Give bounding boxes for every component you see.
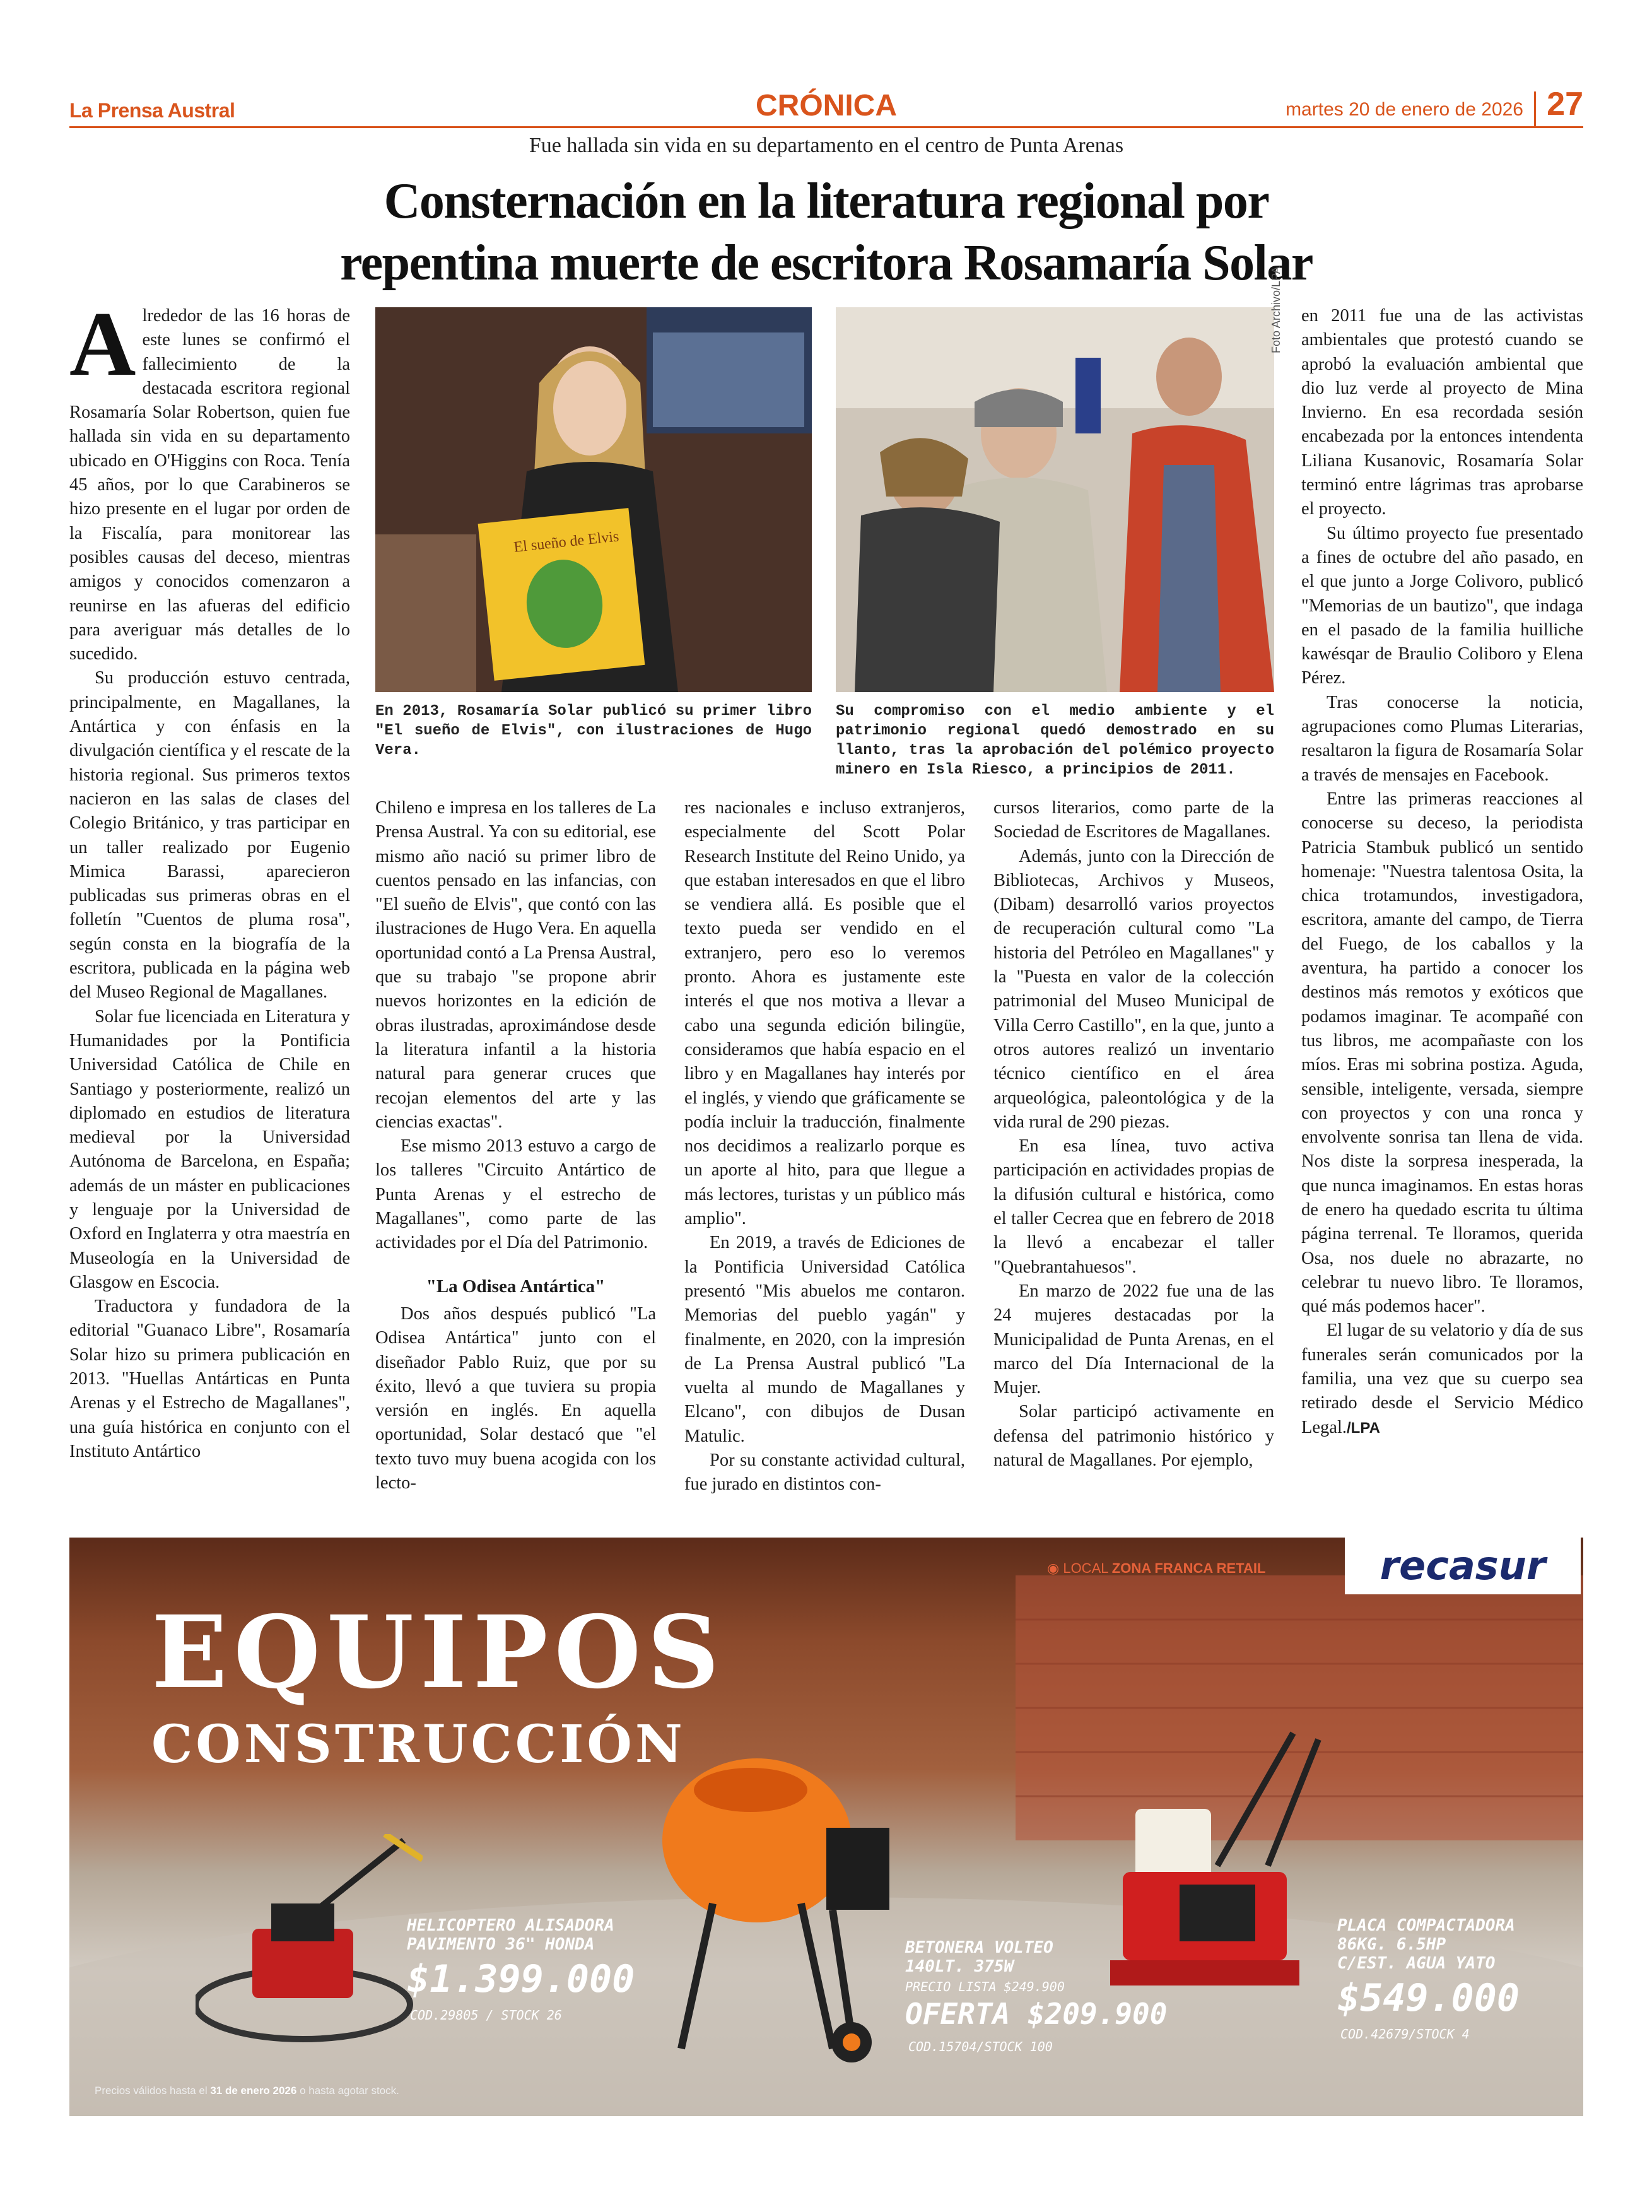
paragraph: Traductora y fundadora de la editorial "Guanaco Libre", Rosamaría Solar hizo su primera publicación en 2013. "Huellas Antárticas en Punta Arenas y el Estrecho de Magallanes", una guía histórica en conjunto con el Instituto Antártico (69, 1297, 350, 1461)
product-3-price: $549.000 (1337, 1976, 1520, 2020)
product-name-line: 86KG. 6.5HP (1337, 1935, 1446, 1954)
article-kicker: Fue hallada sin vida en su departamento en el centro de Punta Arenas (529, 134, 1124, 157)
article-column-1 (69, 293, 350, 1464)
product-name-line: PAVIMENTO 36" HONDA (407, 1935, 595, 1954)
product-name-line: BETONERA VOLTEO (905, 1938, 1053, 1957)
ad-location (1047, 1560, 1265, 1577)
article-column-4 (993, 796, 1274, 1473)
paragraph: Solar participó activamente en defensa del patrimonio histórico y natural de Magallanes. Por ejemplo, (993, 1402, 1274, 1471)
paragraph (1301, 1319, 1583, 1440)
ad-brand-logo: recasur (1345, 1538, 1581, 1594)
newspaper-brand: La Prensa Austral (69, 99, 235, 122)
paragraph: Su último proyecto fue presentado a fines de octubre del año pasado, en el que junto a Jorge Colivoro, publicó "Memorias de un bautizo", que indaga en el pasado de la familia huilliche kawésqar de Braulio Coliboro y Elena Pérez. (1301, 523, 1583, 688)
paragraph: En marzo de 2022 fue una de las 24 mujeres destacadas por la Municipalidad de Punta Arenas, en el marco del Día Internacional de la Mujer. (993, 1281, 1274, 1398)
paragraph: en 2011 fue una de las activistas ambientales que protestó cuando se aprobó la evaluación ambiental que dio luz verde al proyecto de Mina Invierno. En esa recordada sesión encabezada por la entonces intendenta Liliana Kusanovic, Rosamaría Solar terminó entre lágrimas tras aprobarse el proyecto. (1301, 306, 1583, 519)
paragraph: En 2019, a través de Ediciones de la Pontificia Universidad Católica presentó "Mis abuelos me contaron. Memorias del pueblo yagán" y finalmente, en 2020, con la impresión de La Prensa Austral publicó "La vuelta al mundo de Magallanes y Elcano", con dibujos de Dusan Matulic. (684, 1233, 965, 1446)
ad-title-line-2: CONSTRUCCIÓN (151, 1714, 686, 1775)
photo-2-credit: Foto Archivo/LPA (1270, 266, 1282, 353)
paragraph: Chileno e impresa en los talleres de La Prensa Austral. Ya con su editorial, ese mismo año nació su primer libro de cuentos pensado en las infancias, con "El sueño de Elvis", que contó con las ilustraciones de Hugo Vera. En aquella oportunidad contó a La Prensa Austral, que su trabajo "se propone abrir nuevos horizontes en la edición de obras ilustradas, aproximándose desde la literatura infantil a la historia natural para generar cruces que recojan elementos del arte y las ciencias exactas". (375, 798, 656, 1132)
photo-embrace-illustration (836, 307, 1274, 692)
paragraph: Ese mismo 2013 estuvo a cargo de los talleres "Circuito Antártico de Punta Arenas y el estrecho de Magallanes", como parte de las actividades por el Día del Patrimonio. (375, 1136, 656, 1253)
photo-author-illustration (375, 307, 812, 692)
product-name-line: C/EST. AGUA YATO (1337, 1954, 1496, 1973)
paragraph: Su producción estuvo centrada, principalmente, en Magallanes, la Antártica y con énfasis en la divulgación científica y el rescate de la historia regional. Sus primeros textos nacieron en las salas de clases del Colegio Británico, y tras participar en un taller realizado por Eugenio Mimica Barassi, aparecieron publicadas sus primeras obras en el folletín "Cuentos de pluma rosa", según consta en la biografía de la escritora, publicada en la página web del Museo Regional de Magallanes. (69, 668, 350, 1003)
validity-suffix: o hasta agotar stock. (300, 2085, 399, 2097)
paragraph: En esa línea, tuvo activa participación en actividades propias de la difusión cultural e histórica, como el taller Cecrea que en febrero de 2018 la llevó a encabezar el taller "Quebrantahuesos". (993, 1136, 1274, 1277)
issue-date: martes 20 de enero de 2026 (1286, 99, 1523, 120)
paragraph: Dos años después publicó "La Odisea Antártica" junto con el diseñador Pablo Ruiz, que por su éxito, llevó a que tuviera su propia versión en inglés. En aquella oportunidad, Solar destacó que "el texto tuvo muy buena acogida con los lecto- (375, 1303, 656, 1493)
article-column-5 (1301, 304, 1583, 1440)
product-name-line: HELICOPTERO ALISADORA (407, 1916, 614, 1935)
header-rule (69, 126, 1583, 128)
article-headline (69, 170, 1583, 294)
header-separator (1534, 91, 1536, 126)
product-2-list-price: PRECIO LISTA $249.900 (905, 1979, 1065, 1994)
paragraph: cursos literarios, como parte de la Sociedad de Escritores de Magallanes. (993, 798, 1274, 842)
product-3-name (1337, 1916, 1515, 1973)
photo-2-caption: Su compromiso con el medio ambiente y el patrimonio regional quedó demostrado en su llanto, tras la aprobación del polémico proyecto minero en Isla Riesco, a principios de 2011. (836, 703, 1274, 779)
paragraph: Además, junto con la Dirección de Bibliotecas, Archivos y Museos, (Dibam) desarrolló varios proyectos de recuperación cultural como "La historia del Petróleo en Magallanes" y la "Puesta en valor de la colección patrimonial del Museo Municipal de Villa Cerro Castillo", en la que, junto a otros autores realizó un inventario técnico científico en el área arqueológica, paleontológica y de la vida rural de 290 piezas. (993, 846, 1274, 1132)
article-column-3 (684, 796, 965, 1497)
section-name: CRÓNICA (756, 89, 897, 122)
paragraph: Tras conocerse la noticia, agrupaciones como Plumas Literarias, resaltaron la figura de Rosamaría Solar a través de mensajes en Facebook. (1301, 692, 1583, 785)
cement-mixer-icon (656, 1752, 921, 2068)
photo-1-caption: En 2013, Rosamaría Solar publicó su primer libro "El sueño de Elvis", con ilustraciones de Hugo Vera. (375, 703, 812, 759)
page-number: 27 (1547, 86, 1583, 122)
location-label: LOCAL (1063, 1560, 1108, 1576)
product-3-code: COD.42679/STOCK 4 (1340, 2027, 1470, 2042)
product-1-name (407, 1916, 614, 1954)
author-signature: /LPA (1347, 1419, 1380, 1437)
paragraph: lrededor de las 16 horas de este lunes se confirmó el fallecimiento de la destacada escritora regional Rosamaría Solar Robertson, quien fue hallada sin vida en su departamento ubicado en O'Higgins con Roca. Tenía 45 años, por lo que Carabineros se hizo presente en el lugar por orden de la Fiscalía, para monitorear las posibles causas del deceso, mientras amigos y conocidos comenzaron a reunirse en las afueras del edificio para averiguar más detalles de lo sucedido. (69, 306, 350, 664)
article-column-2 (375, 796, 656, 1495)
product-name-line: PLACA COMPACTADORA (1337, 1916, 1515, 1935)
location-pin-icon: ◉ (1047, 1560, 1060, 1576)
power-trowel-icon (196, 1834, 423, 2049)
drop-cap: A (69, 293, 136, 395)
product-2-code: COD.15704/STOCK 100 (908, 2039, 1053, 2054)
advertisement (69, 1538, 1583, 2116)
paragraph: Entre las primeras reacciones al conocerse su deceso, la periodista Patricia Stambuk publicó un sentido homenaje: "Nuestra talentosa Osita, la chica trotamundos, investigadora, escritora, amante del campo, de Tierra del Fuego, de los caballos y la aventura, ha partido a conocer los destinos más remotos y exóticos que podamos imaginar. Te acompañé con tus libros, me acompañaste con los míos. Eras mi sobrina postiza. Aguda, sensible, inteligente, versada, siempre con proyectos y con una ronca y envolvente sonrisa tan llena de vida. Nos diste la sorpresa inesperada, la que nunca imaginamos. En estas horas de enero ha quedado escrita tu última página terrenal. Te lloramos, querida Osa, nos duele no abrazarte, no celebrar tu nuevo libro. Te lloramos, qué más podemos hacer". (1301, 789, 1583, 1317)
validity-prefix: Precios válidos hasta el (95, 2085, 208, 2097)
ad-validity-note (95, 2085, 399, 2097)
product-name-line: 140LT. 375W (905, 1957, 1014, 1976)
page-header (69, 85, 1583, 129)
paragraph: Solar fue licenciada en Literatura y Humanidades por la Pontificia Universidad Católica de Chile en Santiago y posteriormente, realizó un diplomado en estudios de literatura medieval por la Universidad Autónoma de Barcelona, en España; además de un máster en publicaciones y lenguaje por la Universidad de Oxford en Inglaterra y otra maestría en Museología en la Universidad de Glasgow en Escocia. (69, 1006, 350, 1292)
book-title-on-cover: El sueño de Elvis (513, 528, 620, 556)
photo-author-with-book (375, 307, 812, 692)
headline-line-1: Consternación en la literatura regional por (384, 174, 1269, 229)
ad-title-line-1: EQUIPOS (151, 1594, 726, 1711)
product-2-price: OFERTA $209.900 (905, 1997, 1168, 2031)
product-1-price: $1.399.000 (407, 1957, 635, 2001)
validity-date: 31 de enero 2026 (210, 2085, 297, 2097)
location-name: ZONA FRANCA RETAIL (1111, 1560, 1266, 1576)
paragraph: Por su constante actividad cultural, fue jurado en distintos con- (684, 1450, 965, 1495)
product-2-name (905, 1938, 1053, 1976)
section-subhead: "La Odisea Antártica" (426, 1276, 606, 1297)
paragraph: res nacionales e incluso extranjeros, especialmente del Scott Polar Research Institute del Reino Unido, ya que estaban interesados en que el libro se vendiera allá. Es posible que el texto pueda ser vendido en el extranjero, pero eso lo veremos pronto. Ahora es justamente este interés el que nos motiva a llevar a cabo una segunda edición bilingüe, consideramos que había espacio en el libro y en Magallanes hay interés por el inglés, y viendo que gráficamente se podía incluir la traducción, finalmente nos decidimos a realizarlo porque es un aporte al hito, para que llegue a más lectores, turistas y un público más amplio". (684, 798, 965, 1229)
headline-line-2: repentina muerte de escritora Rosamaría Solar (340, 235, 1313, 291)
photo-embrace-2011 (836, 307, 1274, 692)
closing-text: El lugar de su velatorio y día de sus funerales serán comunicados por la familia, una vez que su cuerpo sea retirado desde el Servicio Médico Legal. (1301, 1321, 1583, 1437)
product-1-code: COD.29805 / STOCK 26 (410, 2008, 562, 2023)
